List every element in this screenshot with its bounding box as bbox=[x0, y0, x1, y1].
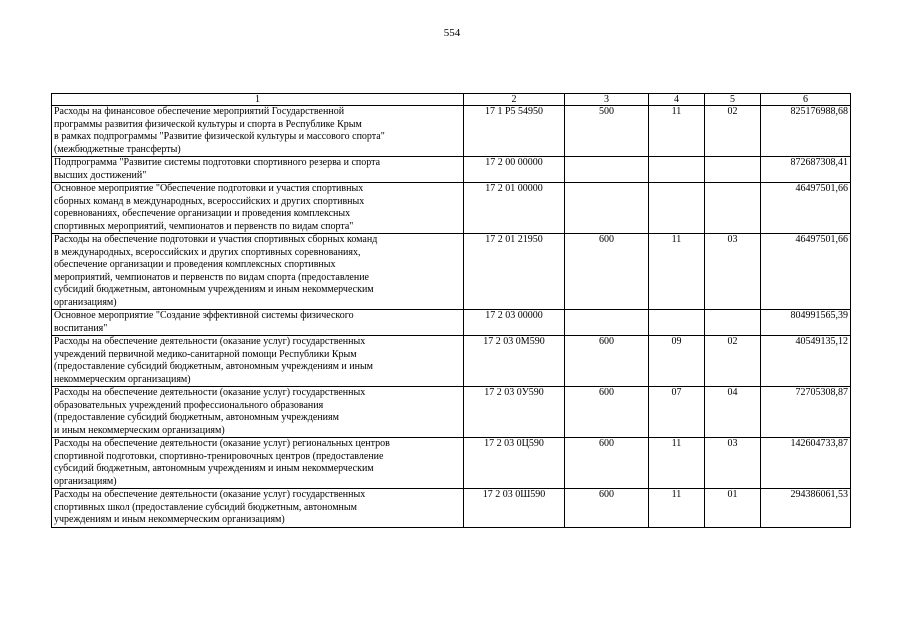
description-line: организациям) bbox=[54, 475, 117, 487]
description-line: Расходы на обеспечение деятельности (оказание услуг) региональных центров bbox=[54, 438, 390, 449]
row-description bbox=[52, 183, 464, 234]
row-section: 11 bbox=[649, 489, 705, 528]
row-section bbox=[649, 310, 705, 336]
row-description bbox=[52, 106, 464, 157]
row-description bbox=[52, 310, 464, 336]
table-row bbox=[52, 387, 851, 438]
row-expense-type bbox=[565, 310, 649, 336]
row-expense-type: 600 bbox=[565, 234, 649, 310]
description-line: Расходы на обеспечение подготовки и участия спортивных сборных команд bbox=[54, 234, 378, 245]
row-section bbox=[649, 183, 705, 234]
row-subsection: 03 bbox=[705, 438, 761, 489]
row-subsection: 01 bbox=[705, 489, 761, 528]
description-line: спортивной подготовки, спортивно-тренировочных центров (предоставление bbox=[54, 450, 384, 462]
description-line: учреждений первичной медико-санитарной помощи Республики Крым bbox=[54, 348, 357, 360]
row-code: 17 2 03 0У590 bbox=[464, 387, 565, 438]
description-line: Основное мероприятие "Обеспечение подготовки и участия спортивных bbox=[54, 183, 364, 194]
header-cell: 1 bbox=[52, 94, 464, 106]
row-code: 17 1 Р5 54950 bbox=[464, 106, 565, 157]
row-amount: 40549135,12 bbox=[761, 336, 851, 387]
header-cell: 3 bbox=[565, 94, 649, 106]
description-line: воспитания" bbox=[54, 322, 108, 334]
table-row bbox=[52, 234, 851, 310]
description-line: субсидий бюджетным, автономным учреждениям и иным некоммерческим bbox=[54, 284, 374, 295]
description-line: (межбюджетные трансферты) bbox=[54, 143, 181, 155]
description-line: Расходы на обеспечение деятельности (оказание услуг) государственных bbox=[54, 387, 366, 398]
row-amount: 72705308,87 bbox=[761, 387, 851, 438]
header-cell: 6 bbox=[761, 94, 851, 106]
table-row bbox=[52, 183, 851, 234]
description-line: в рамках подпрограммы "Развитие физической культуры и массового спорта" bbox=[54, 131, 385, 142]
row-code: 17 2 03 0Ц590 bbox=[464, 438, 565, 489]
row-description bbox=[52, 489, 464, 528]
header-cell: 2 bbox=[464, 94, 565, 106]
row-code: 17 2 03 0М590 bbox=[464, 336, 565, 387]
row-subsection: 02 bbox=[705, 336, 761, 387]
description-line: и иным некоммерческим организациям) bbox=[54, 424, 225, 436]
row-section: 11 bbox=[649, 234, 705, 310]
description-line: некоммерческим организациям) bbox=[54, 373, 191, 385]
row-description bbox=[52, 336, 464, 387]
row-subsection bbox=[705, 183, 761, 234]
row-section: 11 bbox=[649, 106, 705, 157]
description-line: (предоставление субсидий бюджетным, автономным учреждениям и иным bbox=[54, 361, 373, 372]
row-section: 09 bbox=[649, 336, 705, 387]
description-line: учреждениям и иным некоммерческим организациям) bbox=[54, 514, 285, 525]
row-expense-type: 500 bbox=[565, 106, 649, 157]
row-amount: 46497501,66 bbox=[761, 183, 851, 234]
description-line: сборных команд в международных, всероссийских и других спортивных bbox=[54, 195, 365, 207]
row-expense-type: 600 bbox=[565, 489, 649, 528]
row-section: 11 bbox=[649, 438, 705, 489]
row-code: 17 2 03 0Ш590 bbox=[464, 489, 565, 528]
description-line: программы развития физической культуры и спорта в Республике Крым bbox=[54, 118, 362, 130]
table-row bbox=[52, 438, 851, 489]
description-line: спортивных мероприятий, чемпионатов и первенств по видам спорта" bbox=[54, 220, 354, 232]
row-description bbox=[52, 438, 464, 489]
row-subsection bbox=[705, 157, 761, 183]
description-line: организациям) bbox=[54, 296, 117, 308]
row-section: 07 bbox=[649, 387, 705, 438]
description-line: Расходы на обеспечение деятельности (оказание услуг) государственных bbox=[54, 489, 366, 500]
row-subsection: 02 bbox=[705, 106, 761, 157]
row-description bbox=[52, 387, 464, 438]
table-row bbox=[52, 157, 851, 183]
row-amount: 804991565,39 bbox=[761, 310, 851, 336]
row-code: 17 2 03 00000 bbox=[464, 310, 565, 336]
row-code: 17 2 01 00000 bbox=[464, 183, 565, 234]
row-amount: 294386061,53 bbox=[761, 489, 851, 528]
description-line: высших достижений" bbox=[54, 169, 147, 181]
table-row bbox=[52, 106, 851, 157]
row-description bbox=[52, 234, 464, 310]
header-cell: 5 bbox=[705, 94, 761, 106]
row-expense-type: 600 bbox=[565, 336, 649, 387]
row-amount: 46497501,66 bbox=[761, 234, 851, 310]
description-line: Расходы на обеспечение деятельности (оказание услуг) государственных bbox=[54, 336, 366, 347]
row-amount: 825176988,68 bbox=[761, 106, 851, 157]
description-line: спортивных школ (предоставление субсидий бюджетным, автономным bbox=[54, 501, 357, 513]
description-line: Основное мероприятие "Создание эффективной системы физического bbox=[54, 310, 354, 321]
description-line: субсидий бюджетным, автономным учреждениям и иным некоммерческим bbox=[54, 463, 374, 474]
table-row bbox=[52, 489, 851, 528]
description-line: Расходы на финансовое обеспечение мероприятий Государственной bbox=[54, 106, 345, 117]
budget-table bbox=[51, 93, 851, 528]
row-code: 17 2 01 21950 bbox=[464, 234, 565, 310]
table-row bbox=[52, 310, 851, 336]
page-number: 554 bbox=[443, 27, 461, 39]
row-amount: 142604733,87 bbox=[761, 438, 851, 489]
description-line: обеспечение организации и проведения комплексных спортивных bbox=[54, 259, 336, 270]
row-expense-type: 600 bbox=[565, 387, 649, 438]
row-expense-type bbox=[565, 183, 649, 234]
description-line: в международных, всероссийских и других спортивных соревнованиях, bbox=[54, 246, 361, 258]
row-description bbox=[52, 157, 464, 183]
description-line: (предоставление субсидий бюджетным, автономным учреждениям bbox=[54, 412, 339, 423]
description-line: соревнованиях, обеспечение организации и проведения комплексных bbox=[54, 208, 351, 219]
row-section bbox=[649, 157, 705, 183]
header-row bbox=[52, 94, 851, 106]
row-amount: 872687308,41 bbox=[761, 157, 851, 183]
description-line: образовательных учреждений профессионального образования bbox=[54, 399, 324, 411]
row-expense-type bbox=[565, 157, 649, 183]
table-row bbox=[52, 336, 851, 387]
description-line: Подпрограмма "Развитие системы подготовки спортивного резерва и спорта bbox=[54, 157, 381, 168]
header-cell: 4 bbox=[649, 94, 705, 106]
row-code: 17 2 00 00000 bbox=[464, 157, 565, 183]
row-expense-type: 600 bbox=[565, 438, 649, 489]
description-line: мероприятий, чемпионатов и первенств по видам спорта (предоставление bbox=[54, 271, 369, 283]
row-subsection bbox=[705, 310, 761, 336]
row-subsection: 04 bbox=[705, 387, 761, 438]
row-subsection: 03 bbox=[705, 234, 761, 310]
